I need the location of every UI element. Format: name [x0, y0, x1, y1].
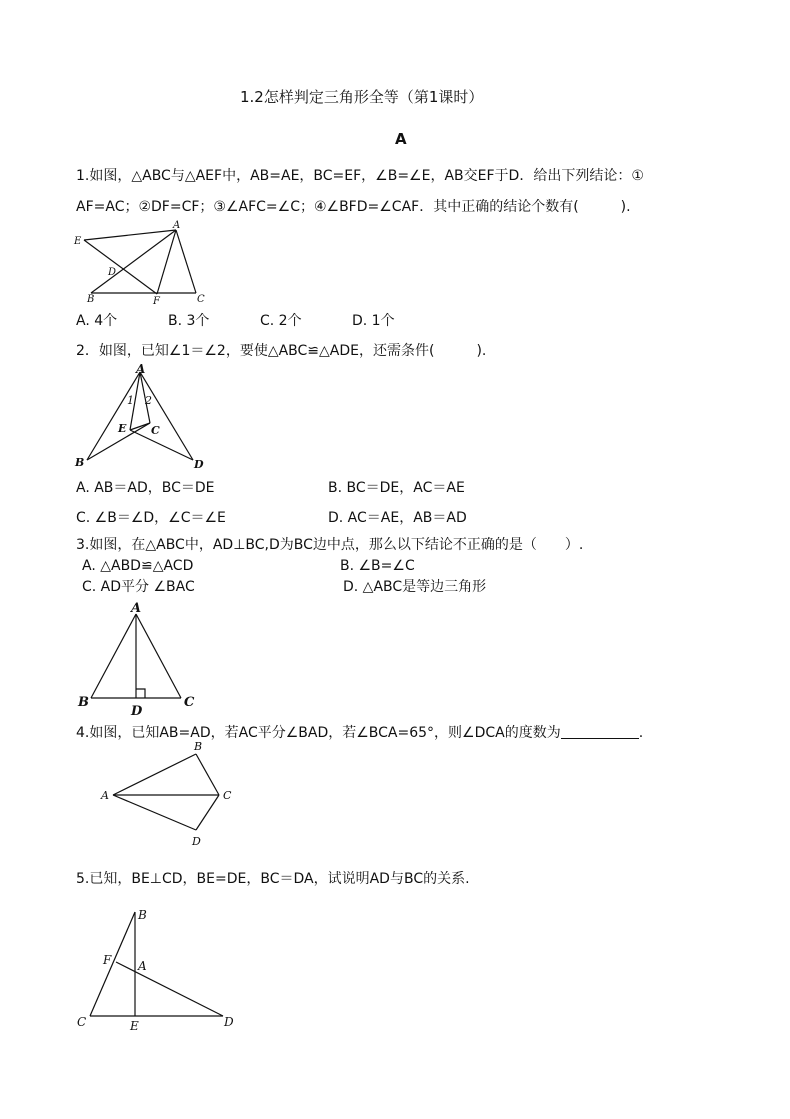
- q4-text: 4.如图，已知AB=AD，若AC平分∠BAD，若∠BCA=65°，则∠DCA的度数为: [76, 725, 561, 741]
- q2-label-2: 2: [145, 394, 152, 407]
- q2-figure: [70, 362, 215, 474]
- q4-label-A: A: [101, 789, 109, 802]
- q5-label-F: F: [103, 953, 112, 967]
- q3-label-A: A: [131, 601, 142, 616]
- q1-seg-BA: [91, 230, 176, 293]
- q2-option-a: A. AB＝AD，BC＝DE: [76, 480, 215, 496]
- q5-label-E: E: [130, 1019, 139, 1033]
- q5-line1: 5.已知，BE⊥CD，BE=DE，BC＝DA，试说明AD与BC的关系.: [76, 871, 470, 887]
- q3-seg-AC: [136, 614, 181, 698]
- q1-option-b: B. 3个: [168, 313, 210, 329]
- q5-seg-FD: [116, 962, 223, 1016]
- q4-figure: [96, 736, 246, 854]
- q1-label-F: F: [153, 296, 160, 307]
- q2-option-c: C. ∠B＝∠D，∠C＝∠E: [76, 510, 226, 526]
- q1-option-a: A. 4个: [76, 313, 118, 329]
- q4-end: .: [638, 725, 644, 741]
- q1-line1: 1.如图，△ABC与△AEF中，AB=AE，BC=EF，∠B=∠E，AB交EF于D．给出下列结论：①: [76, 168, 644, 184]
- q5-figure: [72, 902, 247, 1032]
- q3-option-a: A. △ABD≌△ACD: [82, 558, 194, 574]
- q3-line1: 3.如图，在△ABC中，AD⊥BC,D为BC边中点，那么以下结论不正确的是（ ）.: [76, 537, 584, 553]
- q1-label-C: C: [197, 294, 205, 305]
- page-title: 1.2怎样判定三角形全等（第1课时）: [240, 88, 484, 106]
- q5-label-A: A: [138, 959, 147, 973]
- q4-label-D: D: [192, 835, 201, 848]
- q4-answer-blank[interactable]: [561, 724, 639, 739]
- q4-label-B: B: [194, 740, 203, 753]
- q5-label-B: B: [138, 908, 147, 922]
- q3-option-c: C. AD平分 ∠BAC: [82, 579, 195, 595]
- section-label: A: [395, 130, 407, 148]
- q2-label-C: C: [151, 424, 160, 437]
- q2-label-D: D: [194, 458, 204, 471]
- q4-seg-AD: [113, 795, 196, 830]
- q3-label-B: B: [78, 695, 89, 710]
- q3-seg-AB: [91, 614, 136, 698]
- q2-label-1: 1: [127, 394, 134, 407]
- q1-option-c: C. 2个: [260, 313, 302, 329]
- q1-seg-EA: [84, 230, 176, 240]
- q3-option-b: B. ∠B=∠C: [340, 558, 415, 574]
- q5-label-C: C: [77, 1015, 87, 1029]
- q4-seg-AB: [113, 754, 196, 795]
- q2-label-B: B: [75, 456, 85, 469]
- q1-label-E: E: [74, 236, 82, 247]
- q1-seg-EF: [84, 240, 157, 294]
- q1-label-D: D: [108, 267, 117, 278]
- q2-label-A: A: [136, 362, 146, 376]
- q3-figure: [74, 598, 204, 720]
- q1-line2: AF=AC；②DF=CF；③∠AFC=∠C；④∠BFD=∠CAF．其中正确的结论个数有( ).: [76, 199, 631, 215]
- q3-right-angle-mark: [136, 689, 145, 698]
- q1-seg-AC: [176, 230, 196, 293]
- q2-label-E: E: [118, 422, 127, 435]
- q5-seg-CB: [90, 912, 135, 1016]
- q1-label-A: A: [173, 220, 181, 231]
- q1-seg-AF: [157, 230, 176, 294]
- q2-option-b: B. BC＝DE，AC＝AE: [328, 480, 465, 496]
- q4-seg-DC: [196, 795, 219, 830]
- q2-option-d: D. AC＝AE，AB＝AD: [328, 510, 467, 526]
- q5-label-D: D: [224, 1015, 234, 1029]
- q1-label-B: B: [87, 294, 95, 305]
- q3-label-D: D: [131, 704, 143, 719]
- q4-label-C: C: [223, 789, 232, 802]
- q1-option-d: D. 1个: [352, 313, 395, 329]
- q3-option-d: D. △ABC是等边三角形: [343, 579, 487, 595]
- q2-line1: 2．如图，已知∠1＝∠2，要使△ABC≌△ADE，还需条件( ).: [76, 343, 487, 359]
- q1-figure: [70, 218, 220, 310]
- q3-label-C: C: [184, 695, 195, 710]
- q4-seg-BC: [196, 754, 219, 795]
